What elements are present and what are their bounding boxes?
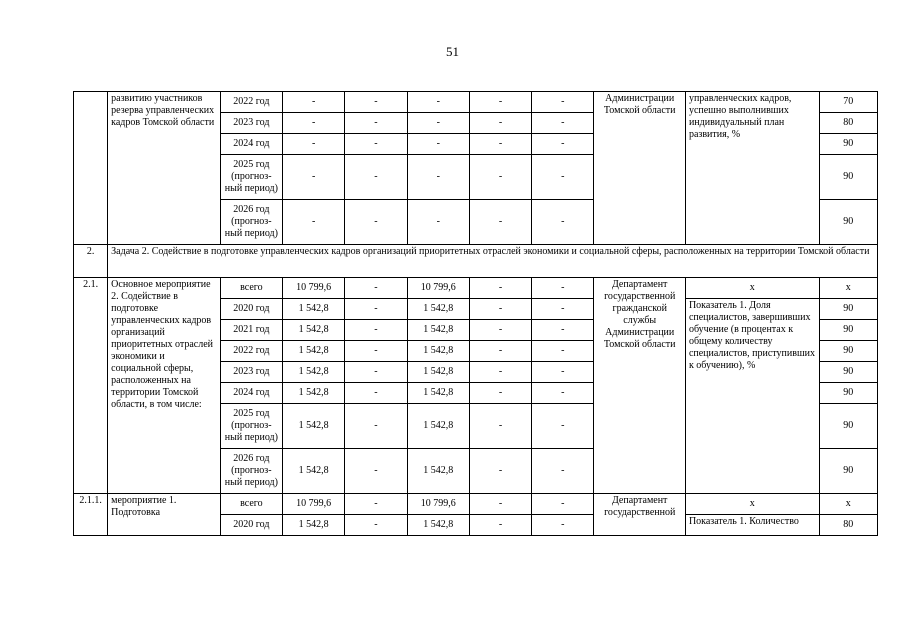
indicator-value-cell: 80 <box>819 515 877 536</box>
indicator-value-cell: 90 <box>819 200 877 245</box>
amount-cell: - <box>532 320 594 341</box>
amount-cell: - <box>283 200 345 245</box>
year-cell: 2023 год <box>220 113 282 134</box>
indicator-value-cell: 90 <box>819 383 877 404</box>
task-number-cell: 2. <box>74 245 108 278</box>
amount-cell: - <box>345 515 407 536</box>
year-cell: 2022 год <box>220 341 282 362</box>
indicator-value-cell: х <box>819 278 877 299</box>
amount-cell: - <box>532 404 594 449</box>
amount-cell: - <box>345 299 407 320</box>
amount-cell: - <box>532 341 594 362</box>
amount-cell: - <box>532 362 594 383</box>
executor-cell: Департамент государственной гражданской службы Администрации Томской области <box>594 278 685 494</box>
executor-cell: Администрации Томской области <box>594 92 685 245</box>
amount-cell: - <box>345 200 407 245</box>
amount-cell: - <box>283 92 345 113</box>
indicator-cell: Показатель 1. Доля специалистов, завершивших обучение (в процентах к общему количеству специалистов, приступивших к обучению), % <box>685 299 819 494</box>
amount-cell: - <box>345 494 407 515</box>
activity-name-cell: Основное мероприятие 2. Содействие в подготовке управленческих кадров организаций приоритетных отраслей экономики и социальной сферы, расположенных на территории Томской области, в том числе: <box>108 278 221 494</box>
row-number-cell <box>74 92 108 245</box>
amount-cell: - <box>469 494 531 515</box>
amount-cell: - <box>469 200 531 245</box>
amount-cell: - <box>469 155 531 200</box>
amount-cell: - <box>345 134 407 155</box>
amount-cell: - <box>469 92 531 113</box>
amount-cell: - <box>532 383 594 404</box>
year-cell: 2020 год <box>220 515 282 536</box>
year-cell: 2020 год <box>220 299 282 320</box>
amount-cell: - <box>407 134 469 155</box>
indicator-value-cell: 90 <box>819 404 877 449</box>
row-number-cell: 2.1. <box>74 278 108 494</box>
amount-cell: 1 542,8 <box>407 383 469 404</box>
indicator-value-cell: 90 <box>819 341 877 362</box>
amount-cell: - <box>469 341 531 362</box>
amount-cell: - <box>283 113 345 134</box>
amount-cell: 10 799,6 <box>407 278 469 299</box>
amount-cell: 1 542,8 <box>283 404 345 449</box>
table-row <box>74 278 878 299</box>
amount-cell: - <box>345 113 407 134</box>
amount-cell: - <box>469 449 531 494</box>
amount-cell: 1 542,8 <box>283 299 345 320</box>
amount-cell: 1 542,8 <box>283 515 345 536</box>
amount-cell: 10 799,6 <box>407 494 469 515</box>
amount-cell: - <box>407 92 469 113</box>
amount-cell: 10 799,6 <box>283 494 345 515</box>
amount-cell: - <box>407 200 469 245</box>
amount-cell: - <box>532 449 594 494</box>
indicator-value-cell: 90 <box>819 362 877 383</box>
indicator-value-cell: 70 <box>819 92 877 113</box>
amount-cell: - <box>345 362 407 383</box>
amount-cell: 1 542,8 <box>407 320 469 341</box>
amount-cell: 1 542,8 <box>283 362 345 383</box>
amount-cell: - <box>283 155 345 200</box>
amount-cell: - <box>532 155 594 200</box>
amount-cell: - <box>345 320 407 341</box>
indicator-value-cell: 90 <box>819 299 877 320</box>
amount-cell: - <box>532 113 594 134</box>
amount-cell: 1 542,8 <box>407 299 469 320</box>
year-cell: 2024 год <box>220 134 282 155</box>
indicator-value-cell: х <box>819 494 877 515</box>
year-cell: 2025 год (прогноз-ный период) <box>220 404 282 449</box>
year-cell: 2025 год (прогноз-ный период) <box>220 155 282 200</box>
amount-cell: - <box>532 299 594 320</box>
indicator-value-cell: 90 <box>819 155 877 200</box>
year-cell: 2023 год <box>220 362 282 383</box>
amount-cell: - <box>469 113 531 134</box>
year-cell: 2026 год (прогноз-ный период) <box>220 449 282 494</box>
row-number-cell: 2.1.1. <box>74 494 108 536</box>
indicator-value-cell: 90 <box>819 449 877 494</box>
amount-cell: - <box>469 515 531 536</box>
activity-name-cell: развитию участников резерва управленческих кадров Томской области <box>108 92 221 245</box>
page-number: 51 <box>446 44 459 59</box>
amount-cell: 1 542,8 <box>407 341 469 362</box>
amount-cell: - <box>532 494 594 515</box>
amount-cell: 1 542,8 <box>283 341 345 362</box>
indicator-value-cell: 90 <box>819 134 877 155</box>
amount-cell: - <box>532 278 594 299</box>
indicator-cell: Показатель 1. Количество <box>685 515 819 536</box>
amount-cell: 10 799,6 <box>283 278 345 299</box>
year-cell: 2021 год <box>220 320 282 341</box>
amount-cell: 1 542,8 <box>407 362 469 383</box>
year-cell: всего <box>220 494 282 515</box>
amount-cell: - <box>407 113 469 134</box>
amount-cell: - <box>532 134 594 155</box>
amount-cell: - <box>345 449 407 494</box>
amount-cell: 1 542,8 <box>407 449 469 494</box>
amount-cell: - <box>469 278 531 299</box>
task-row <box>74 245 878 278</box>
amount-cell: 1 542,8 <box>283 383 345 404</box>
amount-cell: 1 542,8 <box>407 404 469 449</box>
task-text-cell: Задача 2. Содействие в подготовке управленческих кадров организаций приоритетных отраслей экономики и социальной сферы, расположенных на территории Томской области <box>108 245 878 278</box>
amount-cell: - <box>469 404 531 449</box>
amount-cell: 1 542,8 <box>283 449 345 494</box>
indicator-cell: управленческих кадров, успешно выполнивших индивидуальный план развития, % <box>685 92 819 245</box>
year-cell: 2026 год (прогноз-ный период) <box>220 200 282 245</box>
amount-cell: - <box>345 155 407 200</box>
amount-cell: - <box>532 200 594 245</box>
table-row <box>74 92 878 113</box>
program-table <box>73 91 878 536</box>
activity-name-cell: мероприятие 1. Подготовка <box>108 494 221 536</box>
indicator-value-cell: 90 <box>819 320 877 341</box>
amount-cell: - <box>407 155 469 200</box>
amount-cell: - <box>345 92 407 113</box>
year-cell: 2024 год <box>220 383 282 404</box>
year-cell: всего <box>220 278 282 299</box>
amount-cell: - <box>345 383 407 404</box>
amount-cell: - <box>283 134 345 155</box>
table-row <box>74 494 878 515</box>
amount-cell: - <box>345 404 407 449</box>
executor-cell: Департамент государственной <box>594 494 685 536</box>
amount-cell: - <box>532 92 594 113</box>
amount-cell: - <box>469 383 531 404</box>
amount-cell: 1 542,8 <box>283 320 345 341</box>
amount-cell: - <box>532 515 594 536</box>
amount-cell: - <box>345 278 407 299</box>
amount-cell: - <box>469 320 531 341</box>
amount-cell: - <box>469 299 531 320</box>
year-cell: 2022 год <box>220 92 282 113</box>
amount-cell: - <box>469 362 531 383</box>
amount-cell: - <box>345 341 407 362</box>
indicator-cell: х <box>685 494 819 515</box>
indicator-cell: х <box>685 278 819 299</box>
table-body <box>74 92 878 536</box>
indicator-value-cell: 80 <box>819 113 877 134</box>
amount-cell: 1 542,8 <box>407 515 469 536</box>
amount-cell: - <box>469 134 531 155</box>
